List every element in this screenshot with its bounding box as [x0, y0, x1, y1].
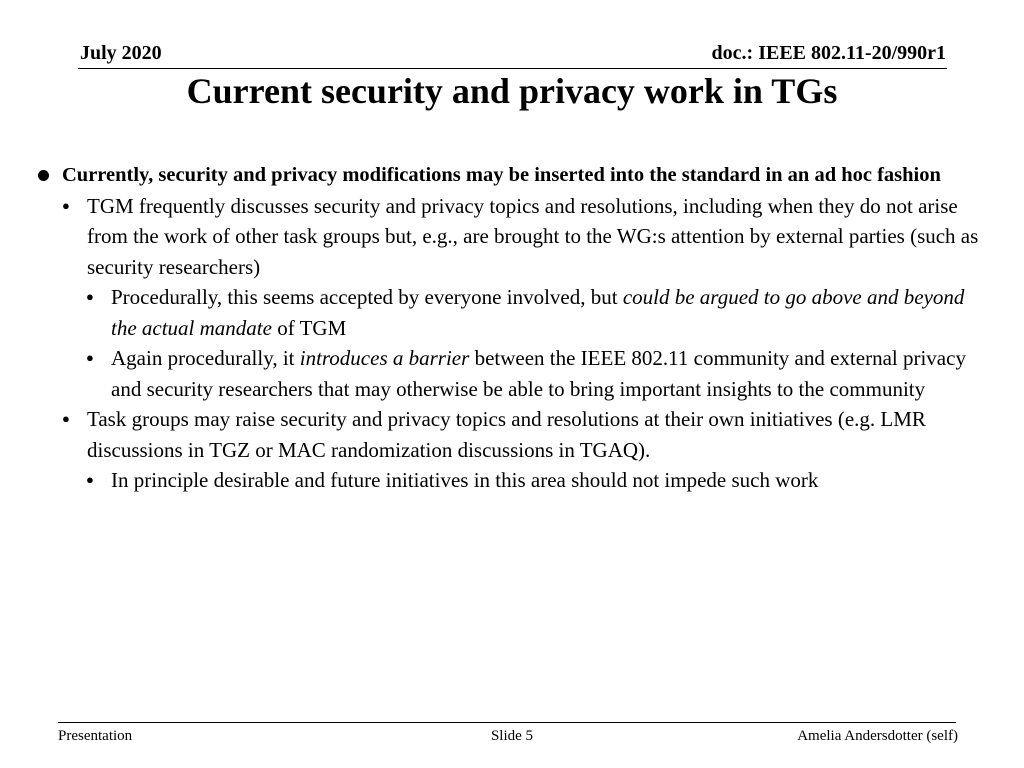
bullet-text-emphasis: could be argued to go above and beyond the actual mandate [111, 285, 965, 340]
bullet-text-pre: Again procedurally, it [111, 346, 300, 370]
bullet-level2 [38, 191, 988, 283]
footer-author: Amelia Andersdotter (self) [797, 728, 958, 744]
bullet-dot-icon: ● [62, 197, 70, 213]
slide-body [38, 160, 988, 496]
bullet-level3 [38, 282, 988, 343]
bullet-level3 [38, 465, 988, 496]
slide-title: Current security and privacy work in TGs [186, 71, 838, 111]
slide-number: Slide 5 [490, 728, 534, 744]
bullet-text: TGM frequently discusses security and privacy topics and resolutions, including when they do not arise from the work of other task groups but, e.g., are brought to the WG:s attention by external parties (such as security researchers) [87, 193, 979, 279]
header-date: July 2020 [80, 42, 162, 64]
bullet-dot-icon: ● [86, 472, 94, 487]
bullet-text-emphasis: introduces a barrier [299, 346, 470, 370]
bullet-dot-icon [38, 170, 49, 181]
header-doc-id: doc.: IEEE 802.11-20/990r1 [711, 42, 946, 64]
footer-divider [58, 722, 956, 723]
header-divider [78, 68, 947, 69]
bullet-text: Currently, security and privacy modifications may be inserted into the standard in an ad hoc fashion [62, 164, 941, 186]
bullet-level2 [38, 404, 988, 465]
bullet-text: Task groups may raise security and privacy topics and resolutions at their own initiatives (e.g. LMR discussions in TGZ or MAC randomization discussions in TGAQ). [87, 407, 926, 462]
bullet-level1 [38, 160, 988, 191]
bullet-dot-icon: ● [86, 350, 94, 365]
bullet-dot-icon: ● [62, 411, 70, 426]
bullet-text-post: between the IEEE 802.11 community and external privacy and security researchers that may otherwise be able to bring important insights to the community [111, 346, 966, 401]
bullet-level3 [38, 343, 988, 404]
bullet-text-post: of TGM [271, 315, 347, 340]
bullet-text: In principle desirable and future initiatives in this area should not impede such work [111, 468, 819, 492]
footer-label: Presentation [58, 728, 133, 744]
bullet-dot-icon: ● [86, 289, 94, 304]
bullet-text-pre: Procedurally, this seems accepted by everyone involved, but [111, 285, 623, 309]
